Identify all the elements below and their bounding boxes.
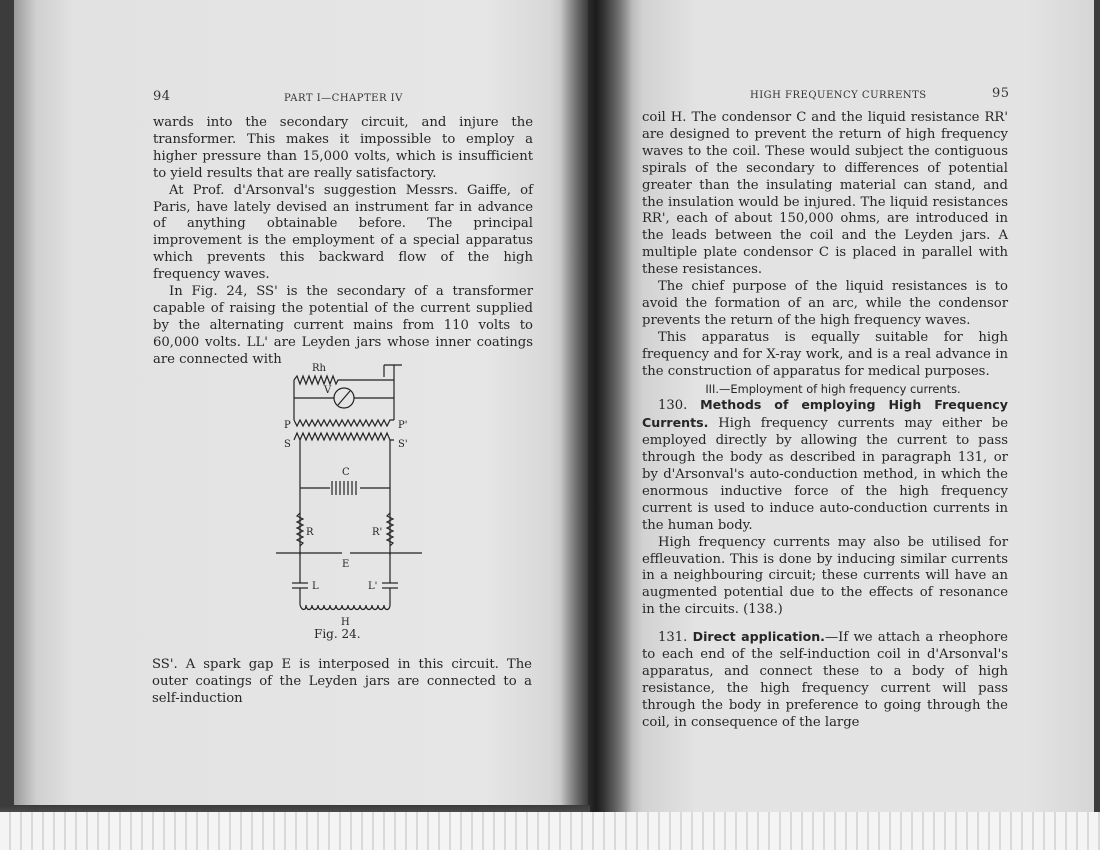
right-paragraph: High frequency currents may also be utilised for effleuvation. This is done by inducing similar currents in a neighbouring circuit; these currents will have an augmented potential due to the effects of resonance in the circuits. (138.) [642, 534, 1008, 618]
circuit-diagram [272, 355, 432, 645]
label-s: S [284, 439, 291, 450]
label-c: C [342, 467, 350, 478]
label-v: V [324, 385, 332, 396]
paragraph-131-heading: Direct application. [692, 629, 825, 645]
label-rh: Rh [312, 363, 326, 374]
left-paragraph: At Prof. d'Arsonval's suggestion Messrs. Gaiffe, of Paris, have lately devised an instrument far in advance of anything obtainable before. The principal improvement is the employment of a special apparatus which prevents this backward flow of the high frequency waves. [153, 182, 533, 283]
left-paragraph: In Fig. 24, SS' is the secondary of a transformer capable of raising the potential of the current supplied by the alternating current mains from 110 volts to 60,000 volts. LL' are Leyden jars whose inner coatings are connected with [153, 284, 533, 367]
label-l: L [312, 581, 319, 592]
paragraph-130-number: 130. [658, 398, 688, 414]
left-bottom-text [152, 657, 532, 708]
right-running-head: HIGH FREQUENCY CURRENTS [750, 90, 927, 101]
resistance-r-prime [387, 513, 393, 546]
section-heading: III.—Employment of high frequency currents. [705, 381, 961, 396]
label-e: E [342, 559, 350, 570]
book-spine-shadow [560, 0, 632, 812]
condensor-plates [332, 481, 356, 495]
right-body-text [642, 110, 1008, 732]
self-induction-coil [300, 605, 390, 610]
label-r: R [306, 527, 314, 538]
right-paragraph: coil H. The condensor C and the liquid resistance RR' are designed to prevent the return of high frequency waves to the coil. These would subject the contiguous spirals of the secondary to differences of potential greater than the insulating material can stand, and the insulation would be injured. The liquid resistances RR', each of about 150,000 ohms, are introduced in the leads between the coil and the Leyden jars. A multiple plate condensor C is placed in parallel with these resistances. [642, 110, 1008, 278]
left-body-text [153, 115, 533, 369]
left-page [14, 0, 588, 812]
paragraph-130-heading: Methods of employing High Frequency Currents. [642, 397, 1008, 431]
left-page-number: 94 [153, 89, 171, 104]
paragraph-130-body: High frequency currents may either be employed directly by allowing the current to pass through the body as described in paragraph 131, or by d'Arsonval's auto-conduction method, in which the enormous inductive force of the high frequency current is used to induce auto-conduction currents in the human body. [642, 416, 1008, 533]
label-h: H [341, 617, 350, 628]
left-paragraph: wards into the secondary circuit, and injure the transformer. This makes it impossible to employ a higher pressure than 15,000 volts, which is insufficient to yield results that are really satisfactory. [153, 115, 533, 181]
paragraph-130 [642, 397, 1008, 534]
label-r-prime: R' [372, 527, 383, 538]
right-paragraph: The chief purpose of the liquid resistances is to avoid the formation of an arc, while the condensor prevents the return of the high frequency waves. [642, 279, 1008, 328]
right-page [588, 0, 1094, 812]
right-paragraph: This apparatus is equally suitable for high frequency and for X-ray work, and is a real advance in the construction of apparatus for medical purposes. [642, 329, 1008, 379]
label-p-prime: P' [398, 420, 408, 431]
primary-coil [294, 420, 394, 426]
paragraph-131 [642, 629, 1008, 731]
figure-caption: Fig. 24. [314, 627, 361, 641]
label-p: P [284, 420, 291, 431]
label-s-prime: S' [398, 439, 408, 450]
page-edges [0, 812, 1100, 850]
rheostat-coil [294, 376, 394, 384]
right-page-number: 95 [992, 86, 1010, 101]
paragraph-131-body: —If we attach a rheophore to each end of the self-induction coil in d'Arsonval's apparatus, and connect these to a body of high resistance, the high frequency current will pass through the body in preference to going through the coil, in consequence of the large [642, 630, 1008, 730]
voltmeter-needle [338, 391, 350, 405]
secondary-coil [294, 433, 394, 440]
resistance-r [297, 513, 303, 546]
left-running-head: PART I—CHAPTER IV [284, 93, 403, 104]
left-paragraph: SS'. A spark gap E is interposed in this circuit. The outer coatings of the Leyden jars are connected to a self-induction [152, 657, 532, 706]
label-l-prime: L' [368, 581, 378, 592]
paragraph-131-number: 131. [658, 630, 688, 646]
